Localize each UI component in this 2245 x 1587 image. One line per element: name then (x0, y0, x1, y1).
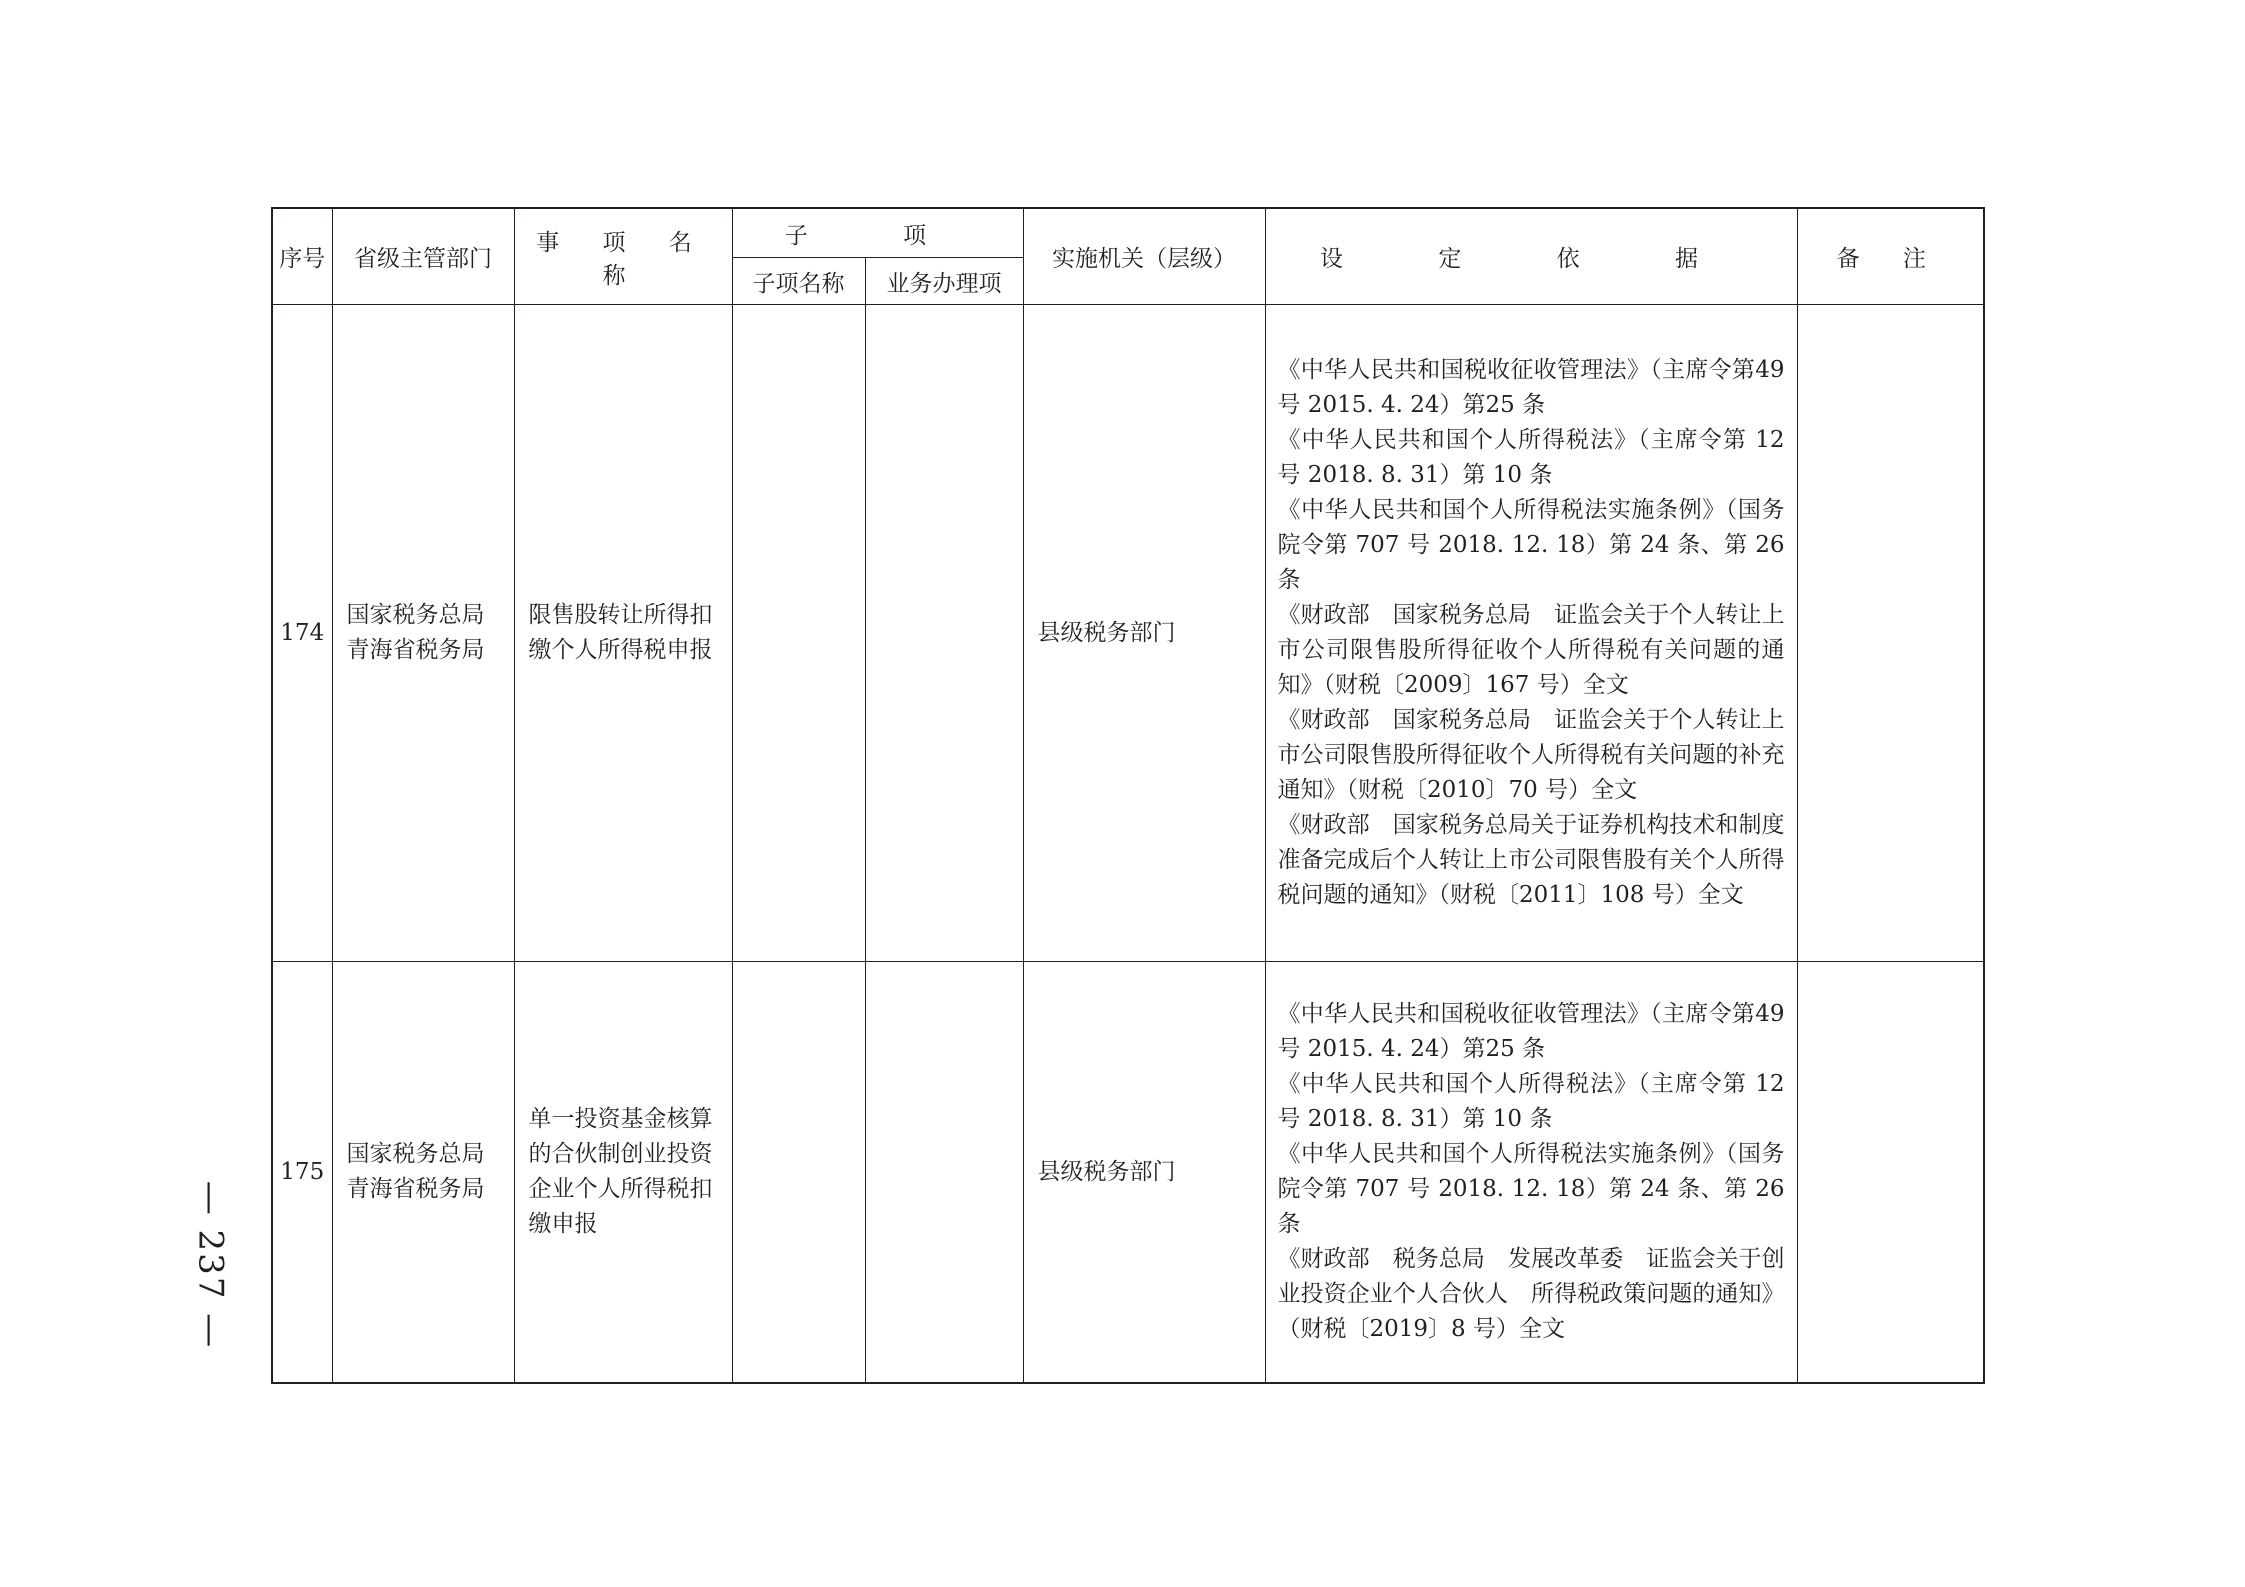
basis-line: 《中华人民共和国个人所得税法》（主席令第 12号 2018. 8. 31）第 10 条 (1277, 1071, 1785, 1132)
header-dept: 省级主管部门 (332, 208, 514, 305)
header-sub-business: 业务办理项 (865, 258, 1023, 305)
header-basis: 设 定 依 据 (1265, 208, 1797, 305)
row-sub-business (865, 305, 1023, 962)
row-basis (1265, 962, 1797, 1384)
basis-line: 《财政部 国家税务总局 证监会关于个人转让上市公司限售股所得征收个人所得税有关问题的通知》（财税〔2009〕167 号）全文 (1277, 602, 1785, 698)
table-row (272, 962, 1984, 1384)
row-agency: 县级税务部门 (1023, 305, 1265, 962)
basis-line: 《中华人民共和国税收征收管理法》（主席令第49 号 2015. 4. 24）第25 条 (1277, 1001, 1785, 1062)
row-sub-business (865, 962, 1023, 1384)
page-number: — 237 — (190, 1180, 231, 1350)
basis-line: 《中华人民共和国个人所得税法实施条例》（国务院令第 707 号 2018. 12. 18）第 24 条、第 26 条 (1277, 1141, 1785, 1237)
table-row (272, 305, 1984, 962)
basis-line: 《财政部 国家税务总局 证监会关于个人转让上市公司限售股所得征收个人所得税有关问题的补充通知》（财税〔2010〕70 号）全文 (1277, 707, 1785, 803)
basis-line: 《财政部 税务总局 发展改革委 证监会关于创业投资企业个人合伙人 所得税政策问题的通知》（财税〔2019〕8 号）全文 (1277, 1246, 1785, 1342)
row-item-name: 限售股转让所得扣缴个人所得税申报 (514, 305, 732, 962)
row-dept: 国家税务总局青海省税务局 (332, 305, 514, 962)
row-basis (1265, 305, 1797, 962)
row-remarks (1797, 962, 1984, 1384)
row-agency: 县级税务部门 (1023, 962, 1265, 1384)
header-sub-name: 子项名称 (732, 258, 865, 305)
items-table (271, 207, 1985, 1384)
row-sub-name (732, 305, 865, 962)
header-agency: 实施机关（层级） (1023, 208, 1265, 305)
row-seq: 175 (272, 962, 332, 1384)
basis-line: 《中华人民共和国个人所得税法实施条例》（国务院令第 707 号 2018. 12. 18）第 24 条、第 26 条 (1277, 497, 1785, 593)
header-remarks: 备 注 (1797, 208, 1984, 305)
header-seq: 序号 (272, 208, 332, 305)
row-dept: 国家税务总局青海省税务局 (332, 962, 514, 1384)
header-sub: 子 项 (732, 208, 1023, 258)
basis-line: 《财政部 国家税务总局关于证券机构技术和制度准备完成后个人转让上市公司限售股有关个人所得税问题的通知》（财税〔2011〕108 号）全文 (1277, 812, 1785, 908)
row-seq: 174 (272, 305, 332, 962)
row-sub-name (732, 962, 865, 1384)
basis-line: 《中华人民共和国个人所得税法》（主席令第 12号 2018. 8. 31）第 10 条 (1277, 427, 1785, 488)
row-remarks (1797, 305, 1984, 962)
row-item-name: 单一投资基金核算的合伙制创业投资企业个人所得税扣缴申报 (514, 962, 732, 1384)
basis-line: 《中华人民共和国税收征收管理法》（主席令第49 号 2015. 4. 24）第25 条 (1277, 357, 1785, 418)
header-item-name: 事 项 名 称 (514, 208, 732, 305)
